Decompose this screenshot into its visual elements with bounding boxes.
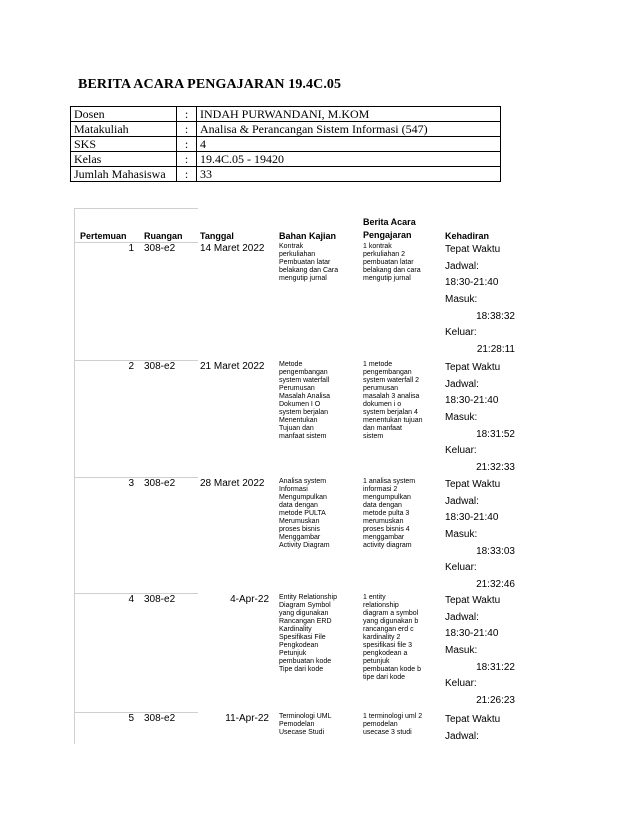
bahan-line: Terminologi UML xyxy=(279,713,332,720)
bahan-line: Analisa system xyxy=(279,478,327,485)
info-separator: : xyxy=(177,122,197,137)
ruangan-cell: 308-e2 xyxy=(144,361,176,372)
info-value: Analisa & Perancangan Sistem Informasi (547) xyxy=(197,122,501,137)
keluar-value: 21:26:23 xyxy=(476,695,515,707)
masuk-value: 18:38:32 xyxy=(476,310,515,322)
tanggal-cell: 11-Apr-22 xyxy=(225,713,269,724)
info-label: Jumlah Mahasiswa xyxy=(71,167,177,182)
header-pengajaran: Pengajaran xyxy=(363,230,412,240)
table-border xyxy=(74,208,75,744)
berita-line: usecase 3 studi xyxy=(363,729,412,736)
bahan-line: pembuatan kode xyxy=(279,658,332,665)
header-berita-acara: Berita Acara xyxy=(363,217,416,227)
header-kehadiran: Kehadiran xyxy=(445,231,490,241)
pertemuan-cell: 3 xyxy=(128,478,134,489)
bahan-kajian-cell xyxy=(279,243,357,283)
info-row xyxy=(71,122,501,137)
info-separator: : xyxy=(177,152,197,167)
bahan-line: Spesifikasi File xyxy=(279,634,326,641)
berita-line: 1 analisa system xyxy=(363,478,416,485)
jadwal-value: 18:30-21:40 xyxy=(445,512,499,524)
tanggal-cell: 4-Apr-22 xyxy=(230,594,269,605)
kehadiran-status: Tepat Waktu xyxy=(445,244,501,255)
bahan-line: Rancangan ERD xyxy=(279,618,332,625)
bahan-line: system berjalan xyxy=(279,409,329,416)
bahan-line: proses bisnis xyxy=(279,526,320,533)
kehadiran-status: Tepat Waktu xyxy=(445,479,501,490)
keluar-label: Keluar: xyxy=(445,562,477,574)
table-border xyxy=(74,208,198,209)
info-value: INDAH PURWANDANI, M.KOM xyxy=(197,107,501,122)
berita-line: petunjuk xyxy=(363,658,390,665)
jadwal-label: Jadwal: xyxy=(445,730,479,742)
tanggal-cell: 21 Maret 2022 xyxy=(200,361,265,372)
berita-line: diagram a symbol xyxy=(363,610,419,617)
berita-line: menggambar xyxy=(363,534,405,541)
bahan-line: Informasi xyxy=(279,486,308,493)
bahan-line: perkuliahan xyxy=(279,251,316,258)
bahan-line: Metode xyxy=(279,361,303,368)
masuk-value: 18:33:03 xyxy=(476,545,515,557)
info-row xyxy=(71,137,501,152)
berita-acara-cell xyxy=(363,713,441,737)
berita-line: tipe dari kode xyxy=(363,674,406,681)
bahan-kajian-cell xyxy=(279,594,357,674)
bahan-line: Dokumen I O xyxy=(279,401,321,408)
bahan-line: Kontrak xyxy=(279,243,304,250)
berita-line: pengembangan xyxy=(363,369,412,376)
jadwal-label: Jadwal: xyxy=(445,495,479,507)
bahan-line: Petunjuk xyxy=(279,650,307,657)
kehadiran-status: Tepat Waktu xyxy=(445,362,501,373)
info-table xyxy=(70,106,501,182)
ruangan-cell: 308-e2 xyxy=(144,243,176,254)
berita-line: informasi 2 xyxy=(363,486,398,493)
berita-line: rancangan erd c xyxy=(363,626,414,633)
kehadiran-status: Tepat Waktu xyxy=(445,595,501,606)
berita-line: kardinality 2 xyxy=(363,634,401,641)
berita-line: sistem xyxy=(363,433,384,440)
bahan-kajian-cell xyxy=(279,713,357,737)
masuk-label: Masuk: xyxy=(445,294,478,306)
berita-line: 1 metode xyxy=(363,361,393,368)
ruangan-cell: 308-e2 xyxy=(144,478,176,489)
header-tanggal: Tanggal xyxy=(200,231,234,241)
bahan-line: belakang dan Cara xyxy=(279,267,339,274)
pertemuan-cell: 2 xyxy=(128,361,134,372)
header-ruangan: Ruangan xyxy=(144,231,183,241)
berita-line: belakang dan cara xyxy=(363,267,421,274)
info-separator: : xyxy=(177,167,197,182)
info-value: 33 xyxy=(197,167,501,182)
berita-line: pemodelan xyxy=(363,721,398,728)
berita-line: dan manfaat xyxy=(363,425,402,432)
masuk-value: 18:31:52 xyxy=(476,428,515,440)
berita-acara-cell xyxy=(363,361,441,441)
berita-line: merumuskan xyxy=(363,518,404,525)
bahan-line: Pengkodean xyxy=(279,642,319,649)
masuk-label: Masuk: xyxy=(445,412,478,424)
pertemuan-cell: 4 xyxy=(128,594,134,605)
kehadiran-cell xyxy=(445,361,531,478)
bahan-line: Pemodelan xyxy=(279,721,315,728)
bahan-line: Masalah Analisa xyxy=(279,393,330,400)
berita-line: pembuatan kode b xyxy=(363,666,421,673)
keluar-value: 21:32:46 xyxy=(476,579,515,591)
masuk-label: Masuk: xyxy=(445,645,478,657)
berita-line: mengutip jurnal xyxy=(363,275,411,282)
berita-line: metode pulta 3 xyxy=(363,510,410,517)
jadwal-value: 18:30-21:40 xyxy=(445,277,499,289)
pertemuan-cell: 5 xyxy=(128,713,134,724)
info-row xyxy=(71,167,501,182)
bahan-line: Entity Relationship xyxy=(279,594,337,601)
jadwal-label: Jadwal: xyxy=(445,611,479,623)
info-value: 19.4C.05 - 19420 xyxy=(197,152,501,167)
info-label: Matakuliah xyxy=(71,122,177,137)
info-label: Kelas xyxy=(71,152,177,167)
bahan-line: data dengan xyxy=(279,502,318,509)
bahan-kajian-cell xyxy=(279,361,357,441)
info-label: Dosen xyxy=(71,107,177,122)
berita-acara-cell xyxy=(363,478,441,550)
masuk-label: Masuk: xyxy=(445,529,478,541)
berita-line: spesifikasi file 3 xyxy=(363,642,413,649)
bahan-kajian-cell xyxy=(279,478,357,550)
berita-line: perkuliahan 2 xyxy=(363,251,406,258)
info-row xyxy=(71,152,501,167)
ruangan-cell: 308-e2 xyxy=(144,594,176,605)
tanggal-cell: 28 Maret 2022 xyxy=(200,478,265,489)
berita-line: dokumen i o xyxy=(363,401,402,408)
bahan-line: mengutip jurnal xyxy=(279,275,327,282)
berita-line: masalah 3 analisa xyxy=(363,393,420,400)
berita-line: menentukan tujuan xyxy=(363,417,423,424)
berita-line: pengkodean a xyxy=(363,650,408,657)
kehadiran-status: Tepat Waktu xyxy=(445,714,501,725)
berita-line: mengumpulkan xyxy=(363,494,411,501)
bahan-line: Tujuan dan xyxy=(279,425,314,432)
keluar-label: Keluar: xyxy=(445,327,477,339)
kehadiran-cell xyxy=(445,478,531,595)
berita-line: 1 kontrak xyxy=(363,243,392,250)
keluar-value: 21:28:11 xyxy=(476,344,515,356)
jadwal-label: Jadwal: xyxy=(445,378,479,390)
info-separator: : xyxy=(177,107,197,122)
bahan-line: Menentukan xyxy=(279,417,318,424)
tanggal-cell: 14 Maret 2022 xyxy=(200,243,265,254)
header-bahan-kajian: Bahan Kajian xyxy=(279,231,337,241)
berita-line: activity diagram xyxy=(363,542,412,549)
berita-acara-cell xyxy=(363,243,441,283)
bahan-line: pengembangan xyxy=(279,369,328,376)
bahan-line: Diagram Symbol xyxy=(279,602,331,609)
berita-line: 1 entity xyxy=(363,594,386,601)
masuk-value: 18:31:22 xyxy=(476,661,515,673)
ruangan-cell: 308-e2 xyxy=(144,713,176,724)
berita-line: relationship xyxy=(363,602,399,609)
bahan-line: Usecase Studi xyxy=(279,729,325,736)
jadwal-value: 18:30-21:40 xyxy=(445,395,499,407)
bahan-line: Perumusan xyxy=(279,385,315,392)
berita-line: pembuatan latar xyxy=(363,259,414,266)
bahan-line: Merumuskan xyxy=(279,518,320,525)
berita-line: system waterfall 2 xyxy=(363,377,420,384)
berita-line: system berjalan 4 xyxy=(363,409,418,416)
jadwal-value: 18:30-21:40 xyxy=(445,628,499,640)
keluar-label: Keluar: xyxy=(445,678,477,690)
berita-line: yang digunakan b xyxy=(363,618,419,625)
bahan-line: yang digunakan xyxy=(279,610,329,617)
berita-line: perumusan xyxy=(363,385,399,392)
bahan-line: Menggambar xyxy=(279,534,321,541)
berita-line: proses bisnis 4 xyxy=(363,526,410,533)
info-row xyxy=(71,107,501,122)
bahan-line: Kardinality xyxy=(279,626,312,633)
document-title: BERITA ACARA PENGAJARAN 19.4C.05 xyxy=(78,77,342,92)
kehadiran-cell xyxy=(445,713,531,746)
berita-acara-cell xyxy=(363,594,441,682)
kehadiran-cell xyxy=(445,243,531,360)
bahan-line: system waterfall xyxy=(279,377,330,384)
berita-line: 1 terminologi uml 2 xyxy=(363,713,423,720)
bahan-line: Mengumpulkan xyxy=(279,494,327,501)
bahan-line: manfaat sistem xyxy=(279,433,327,440)
bahan-line: Tipe dari kode xyxy=(279,666,324,673)
bahan-line: metode PULTA xyxy=(279,510,326,517)
bahan-line: Activity Diagram xyxy=(279,542,330,549)
bahan-line: Pembuatan latar xyxy=(279,259,331,266)
kehadiran-cell xyxy=(445,594,531,711)
jadwal-label: Jadwal: xyxy=(445,260,479,272)
berita-line: data dengan xyxy=(363,502,402,509)
info-label: SKS xyxy=(71,137,177,152)
header-pertemuan: Pertemuan xyxy=(80,231,127,241)
info-value: 4 xyxy=(197,137,501,152)
keluar-label: Keluar: xyxy=(445,445,477,457)
info-separator: : xyxy=(177,137,197,152)
pertemuan-cell: 1 xyxy=(128,243,134,254)
keluar-value: 21:32:33 xyxy=(476,462,515,474)
